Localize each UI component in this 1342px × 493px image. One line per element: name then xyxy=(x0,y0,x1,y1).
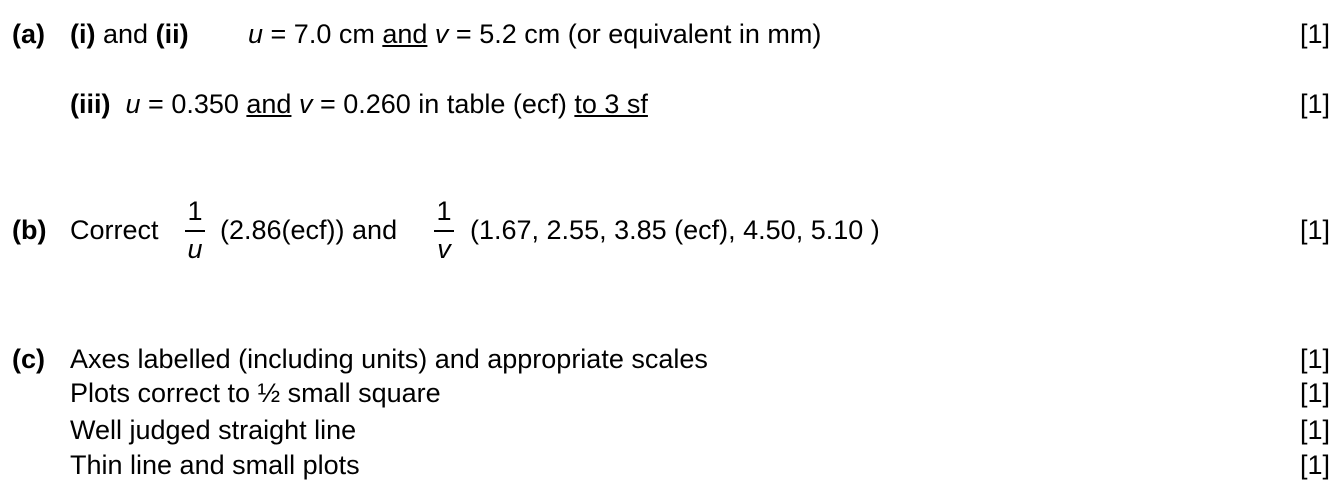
v-value: = 5.2 cm (or equivalent in mm) xyxy=(448,19,822,49)
v-variable: v xyxy=(434,19,449,49)
part-a-line1-answer xyxy=(248,18,821,50)
frac1-bar xyxy=(185,230,205,232)
c-item: Well judged straight line xyxy=(70,415,357,445)
frac2-denominator: v xyxy=(437,234,451,264)
mark-c-item: [1] xyxy=(1299,378,1330,408)
u-variable: u xyxy=(125,89,141,119)
frac2-bar xyxy=(434,230,454,232)
sf-underlined: to 3 sf xyxy=(574,89,648,119)
v-variable: v xyxy=(298,89,313,119)
frac1-numerator: 1 xyxy=(187,196,203,226)
part-c-label: (c) xyxy=(12,344,45,374)
v-value: = 0.260 in table (ecf) xyxy=(312,89,575,119)
frac1-denominator: u xyxy=(187,234,203,264)
c-item: Axes labelled (including units) and appropriate scales xyxy=(70,344,708,374)
mark-c-item: [1] xyxy=(1299,450,1330,480)
u-value: = 7.0 cm xyxy=(263,19,383,49)
part-a-line1 xyxy=(70,18,189,50)
b-mid-text: (2.86(ecf)) and xyxy=(220,215,398,245)
c-item: Plots correct to ½ small square xyxy=(70,378,441,408)
frac2-numerator: 1 xyxy=(436,196,452,226)
roman-ii: (ii) xyxy=(155,19,189,49)
and-word: and xyxy=(103,19,149,49)
mark-c-item: [1] xyxy=(1299,344,1330,374)
c-item: Thin line and small plots xyxy=(70,450,360,480)
fraction-one-over-u xyxy=(183,196,207,266)
mark-b: [1] xyxy=(1299,215,1330,245)
b-values: (1.67, 2.55, 3.85 (ecf), 4.50, 5.10 ) xyxy=(470,215,880,245)
and-underlined: and xyxy=(382,19,428,49)
and-underlined: and xyxy=(246,89,292,119)
mark-a-line1: [1] xyxy=(1299,19,1330,49)
mark-a-line2: [1] xyxy=(1299,89,1330,119)
u-variable: u xyxy=(248,19,264,49)
part-a-line2 xyxy=(70,88,648,120)
roman-iii: (iii) xyxy=(70,89,111,119)
roman-i: (i) xyxy=(70,19,96,49)
part-b-label: (b) xyxy=(12,215,47,245)
correct-word: Correct xyxy=(70,215,159,245)
u-value: = 0.350 xyxy=(140,89,247,119)
fraction-one-over-v xyxy=(432,196,456,266)
part-a-label: (a) xyxy=(12,19,45,49)
mark-c-item: [1] xyxy=(1299,415,1330,445)
